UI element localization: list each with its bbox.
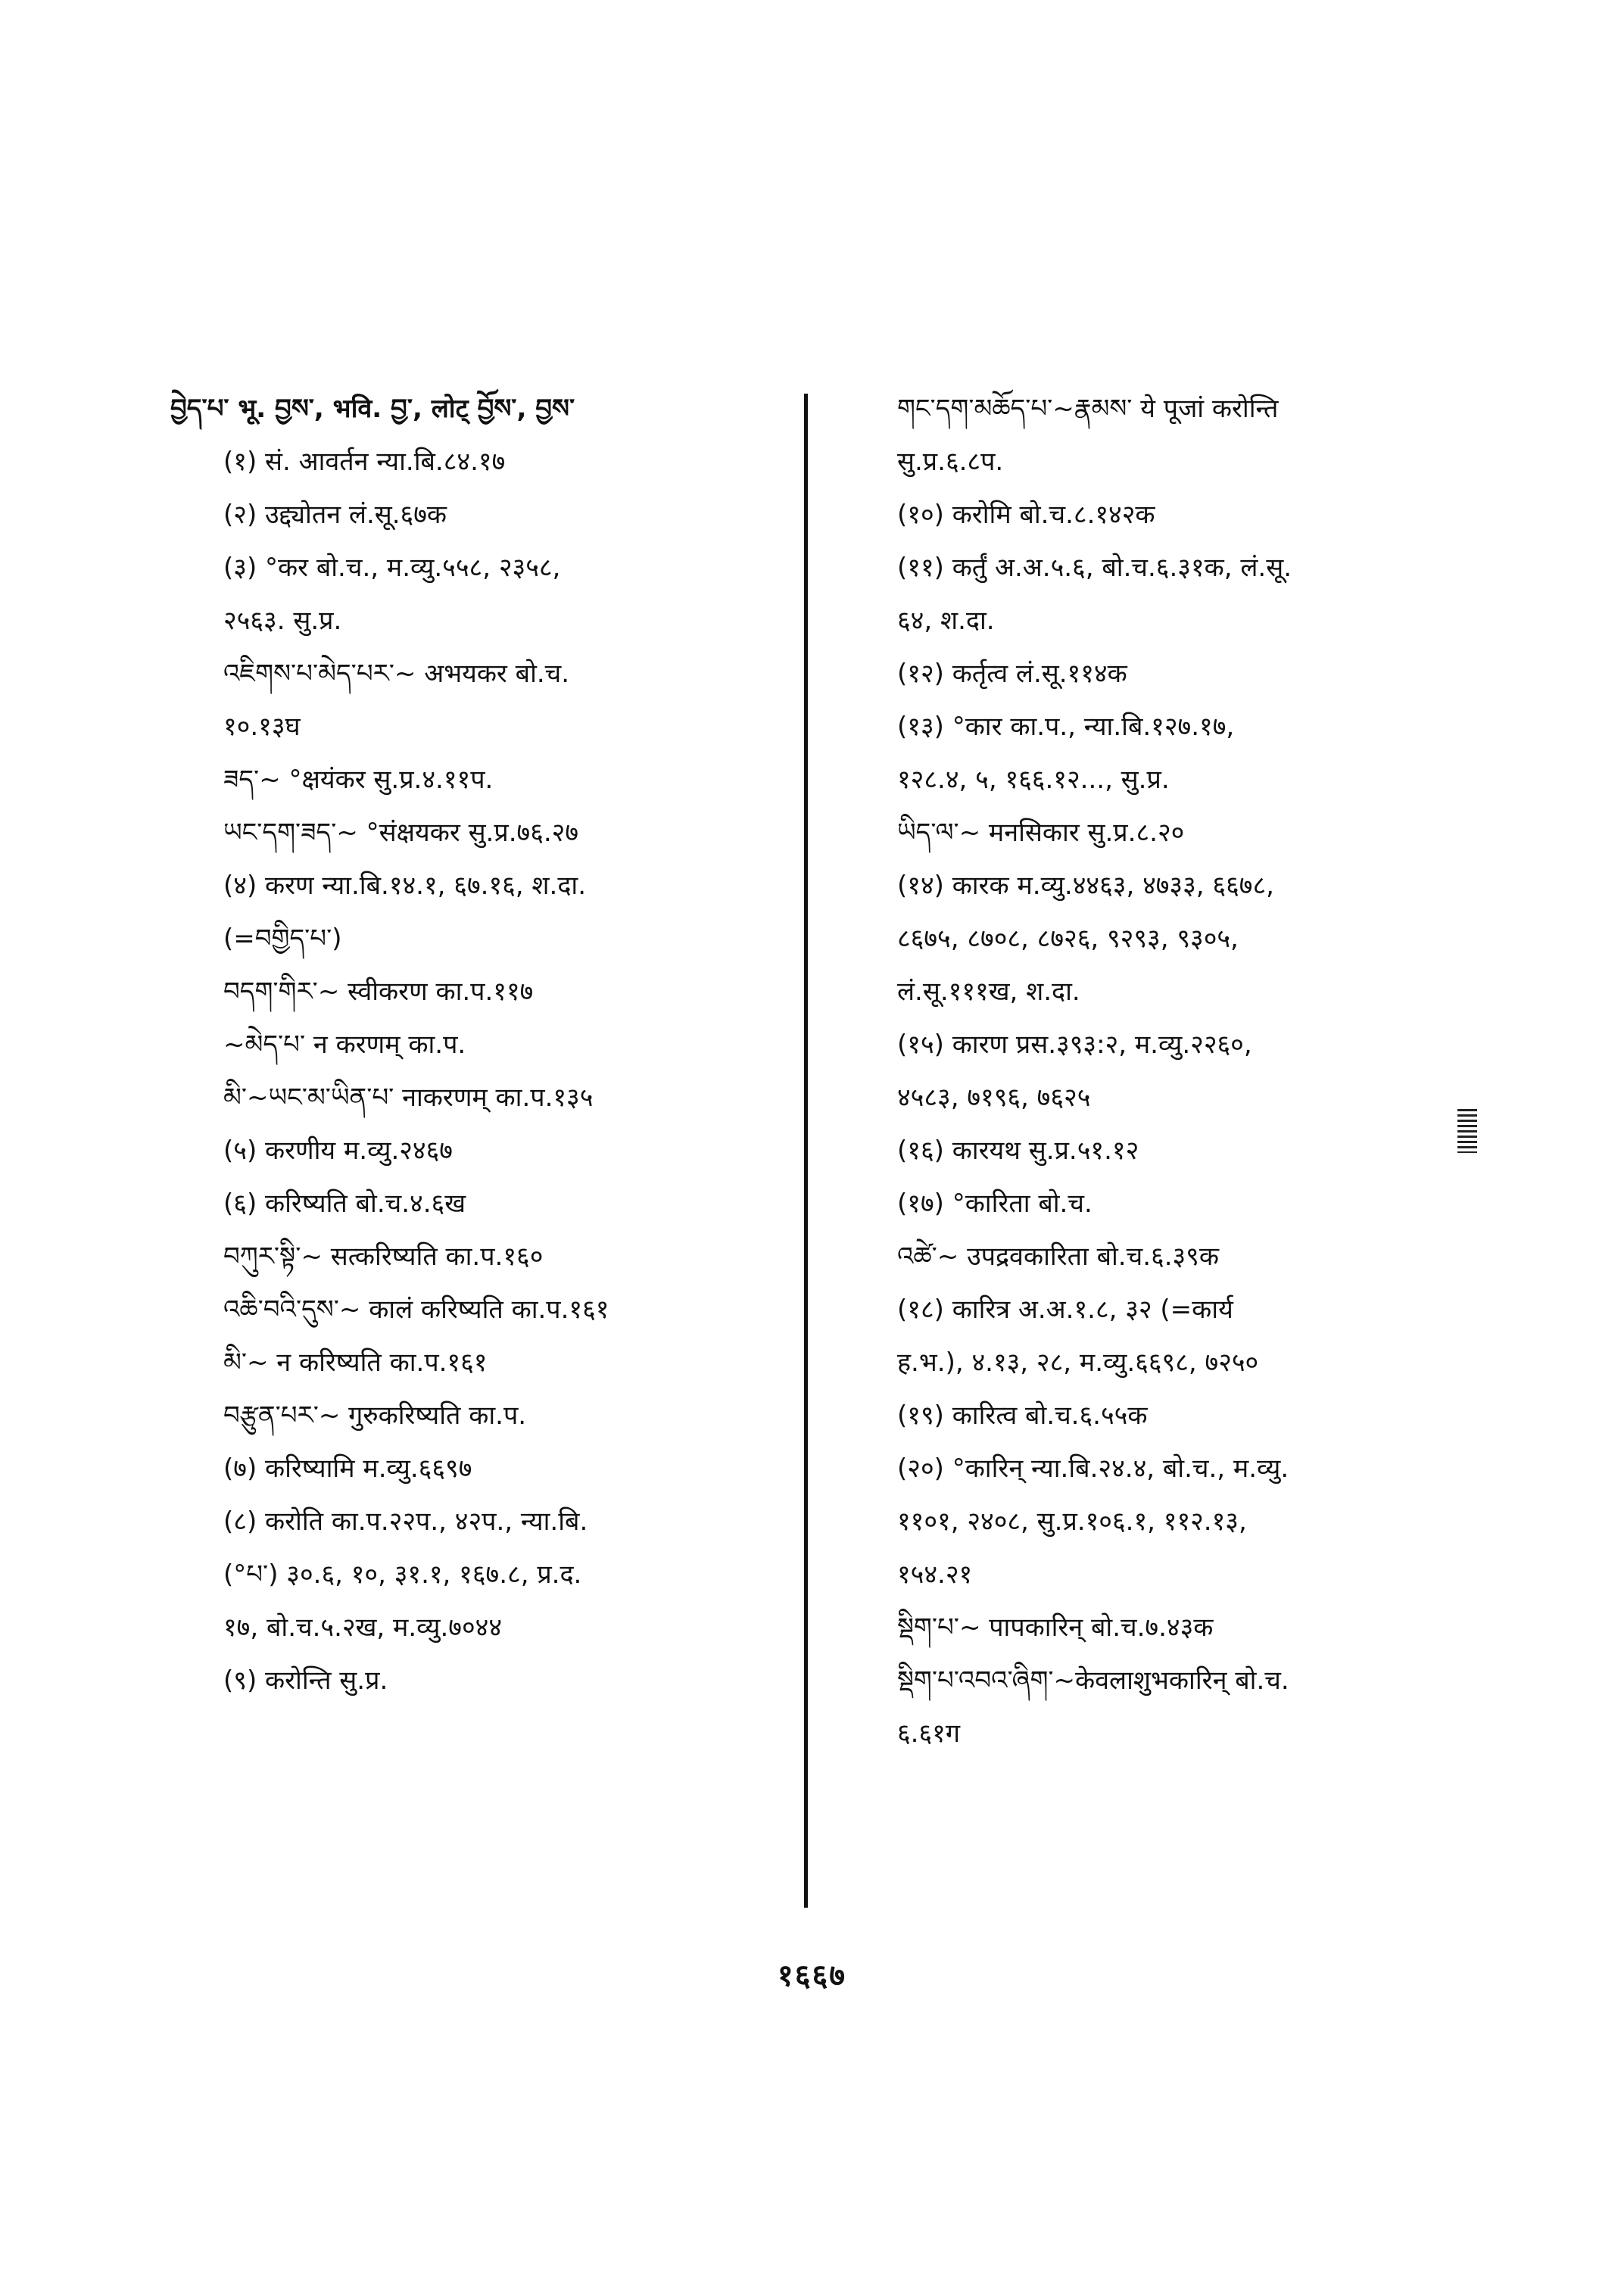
entry-line: (१३) °कार का.प., न्या.बि.१२७.१७,: [897, 712, 1235, 742]
entry-line: ८६७५, ८७०८, ८७२६, ९२९३, ९३०५,: [897, 924, 1239, 954]
entry-line: (६) करिष्यति बो.च.४.६ख: [223, 1189, 466, 1219]
entry-line: (७) करिष्यामि म.व्यु.६६९७: [223, 1453, 472, 1484]
entry-line: (४) करण न्या.बि.१४.१, ६७.१६, श.दा.: [223, 871, 587, 901]
entry-line: བརྩུན་པར་~ गुरुकरिष्यति का.प.: [223, 1400, 527, 1431]
entry-line: བཀུར་སྟི་~ सत्करिष्यति का.प.१६०: [223, 1242, 544, 1272]
entry-line: ४५८३, ७१९६, ७६२५: [897, 1083, 1091, 1113]
entry-line: लं.सू.१११ख, श.दा.: [897, 977, 1080, 1007]
left-column: [170, 382, 791, 1707]
entry-line: ६.६१ग: [897, 1718, 960, 1749]
entry-line: सु.प्र.६.८प.: [897, 447, 1004, 477]
entry-line: ह.भ.), ४.१३, २८, म.व्यु.६६९८, ७२५०: [897, 1347, 1259, 1378]
column-divider: [804, 394, 808, 1908]
entry-line: (३) °कर बो.च., म.व्यु.५५८, २३५८,: [223, 553, 561, 583]
entry-line: གང་དག་མཆོད་པ་~རྣམས་ ये पूजां करोन्ति: [897, 394, 1279, 424]
entry-line: (९) करोन्ति सु.प्र.: [223, 1665, 388, 1696]
entry-line: १२८.४, ५, १६६.१२..., सु.प्र.: [897, 765, 1170, 795]
entry-line: (८) करोति का.प.२२प., ४२प., न्या.बि.: [223, 1506, 588, 1537]
margin-tick-mark: [1457, 1109, 1477, 1153]
entry-line: (=བགྱིད་པ་): [223, 924, 342, 954]
entry-line: (५) करणीय म.व्यु.२४६७: [223, 1136, 453, 1166]
entry-line: ~མེད་པ་ न करणम् का.प.: [223, 1030, 466, 1060]
entry-line: འཆི་བའི་དུས་~ कालं करिष्यति का.प.१६१: [223, 1294, 609, 1325]
entry-line: १७, बो.च.५.२ख, म.व्यु.७०४४: [223, 1612, 503, 1643]
entry-line: འཚེ་~ उपद्रवकारिता बो.च.६.३९क: [897, 1242, 1219, 1272]
entry-line: འཇིགས་པ་མེད་པར་~ अभयकर बो.च.: [223, 659, 570, 689]
entry-line: (१२) कर्तृत्व लं.सू.११४क: [897, 659, 1127, 689]
entry-line: (°པ་) ३०.६, १०, ३१.१, १६७.८, प्र.द.: [223, 1559, 582, 1590]
headword-entry: བྱེད་པ་ भू. བྱས་, भवि. བྱ་, लोट् བྱོས་, བྱས་: [170, 394, 575, 424]
entry-line: (१४) कारक म.व्यु.४४६३, ४७३३, ६६७८,: [897, 871, 1274, 901]
entry-line: མི་~ न करिष्यति का.प.१६१: [223, 1347, 488, 1378]
entry-line: སྡིག་པ་~ पापकारिन् बो.च.७.४३क: [897, 1612, 1214, 1643]
entry-line: (१५) कारण प्रस.३९३:२, म.व्यु.२२६०,: [897, 1030, 1252, 1060]
entry-line: ६४, श.दा.: [897, 606, 995, 636]
entry-line: (१०) करोमि बो.च.८.१४२क: [897, 500, 1155, 530]
entry-line: (११) कर्तुं अ.अ.५.६, बो.च.६.३१क, लं.सू.: [897, 553, 1292, 583]
entry-line: མི་~ཡང་མ་ཡིན་པ་ नाकरणम् का.प.१३५: [223, 1083, 594, 1113]
entry-line: (१७) °कारिता बो.च.: [897, 1189, 1093, 1219]
entry-line: ཟད་~ °क्षयंकर सु.प्र.४.११प.: [223, 765, 494, 795]
entry-line: ཡང་དག་ཟད་~ °संक्षयकर सु.प्र.७६.२७: [223, 818, 579, 848]
entry-line: (१९) कारित्व बो.च.६.५५क: [897, 1400, 1148, 1431]
right-column: [867, 382, 1473, 1760]
entry-line: ཡིད་ལ་~ मनसिकार सु.प्र.८.२०: [897, 818, 1185, 848]
entry-line: བདག་གིར་~ स्वीकरण का.प.११७: [223, 977, 534, 1007]
entry-line: (२०) °कारिन् न्या.बि.२४.४, बो.च., म.व्यु.: [897, 1453, 1289, 1484]
entry-line: (१६) कारयथ सु.प्र.५१.१२: [897, 1136, 1139, 1166]
entry-line: ११०१, २४०८, सु.प्र.१०६.१, ११२.१३,: [897, 1506, 1247, 1537]
entry-line: १०.१३घ: [223, 712, 301, 742]
entry-line: (२) उद्द्योतन लं.सू.६७क: [223, 500, 447, 530]
entry-line: (१) सं. आवर्तन न्या.बि.८४.१७: [223, 447, 506, 477]
entry-line: སྡིག་པ་འབའ་ཞིག་~केवलाशुभकारिन् बो.च.: [897, 1665, 1289, 1696]
entry-line: १५४.२१: [897, 1559, 973, 1590]
page-number: १६६७: [777, 1958, 847, 1993]
entry-line: २५६३. सु.प्र.: [223, 606, 342, 636]
entry-line: (१८) कारित्र अ.अ.१.८, ३२ (=कार्य: [897, 1294, 1233, 1325]
